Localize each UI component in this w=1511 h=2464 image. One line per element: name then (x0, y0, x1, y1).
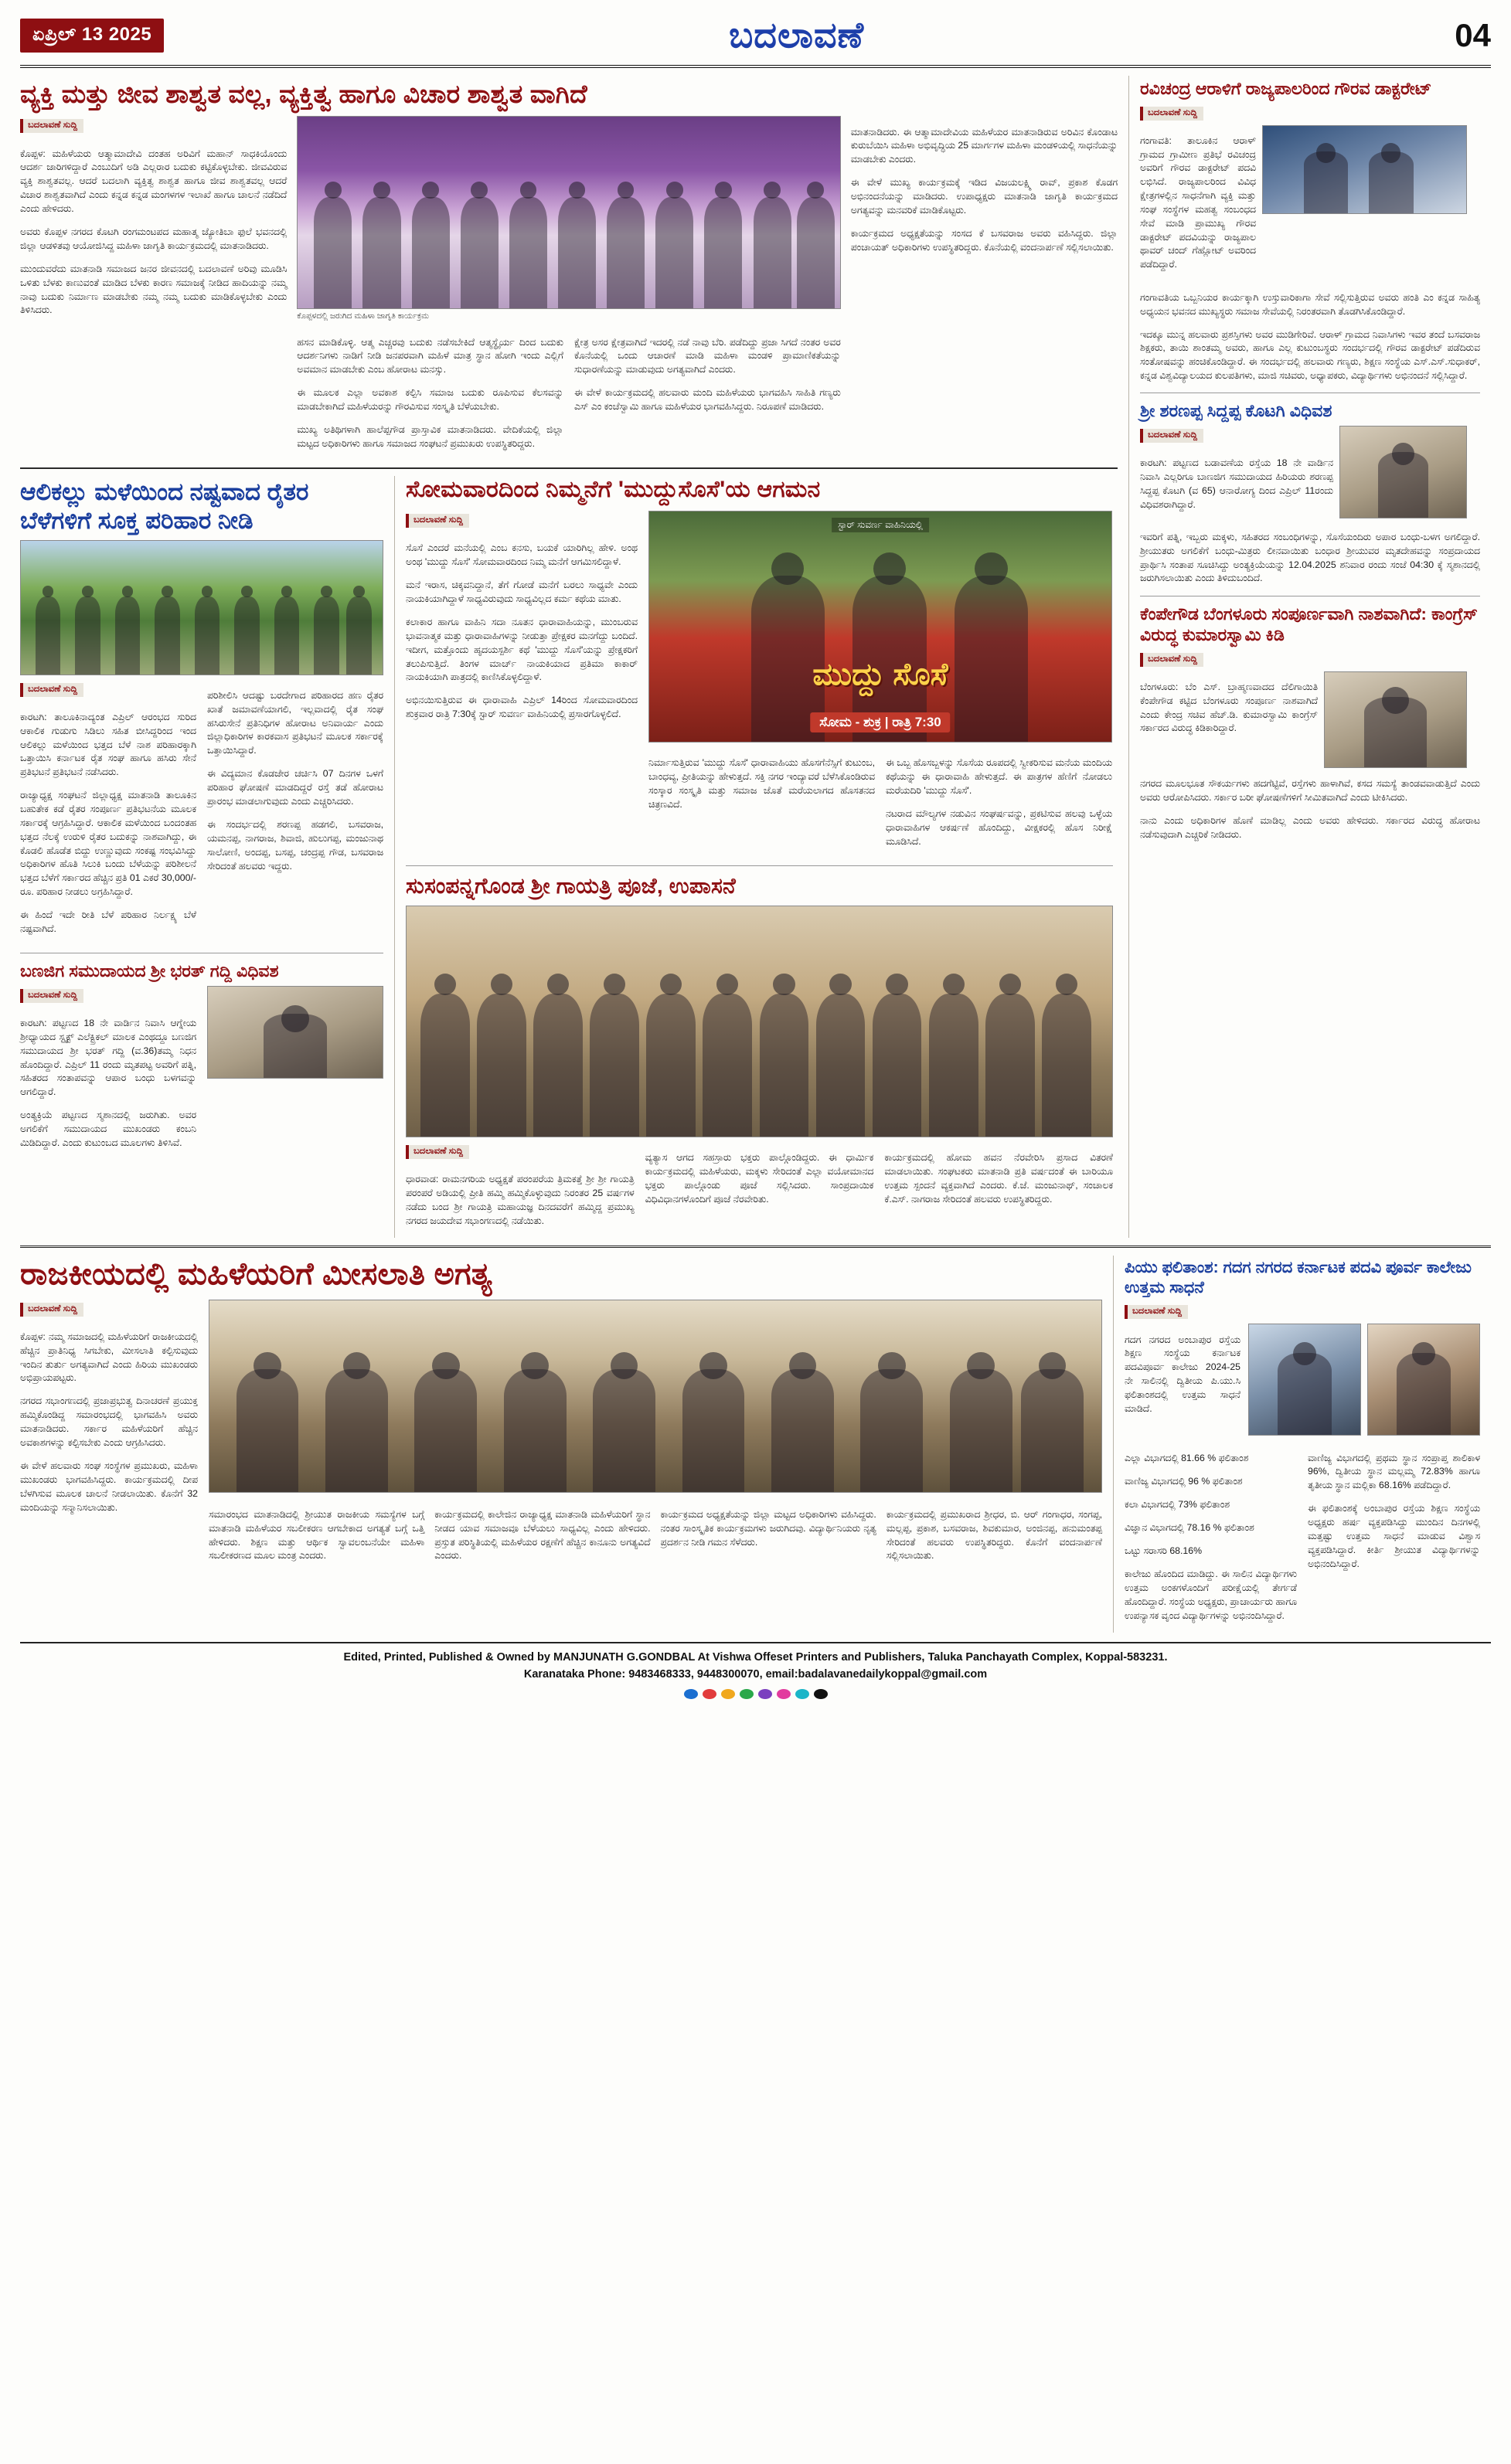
doctorate-headline: ರವಿಚಂದ್ರ ಆರಾಳಿಗೆ ರಾಜ್ಯಪಾಲರಿಂದ ಗೌರವ ಡಾಕ್ಟರೇಟ್ (1140, 79, 1432, 98)
topper-photo-1 (1248, 1324, 1361, 1436)
farmers-headline: ಆಲಿಕಲ್ಲು ಮಳೆಯಿಂದ ನಷ್ಟವಾದ ರೈತರ ಬೆಳೆಗಳಿಗೆ ಸೂಕ್ತ ಪರಿಹಾರ ನೀಡಿ (20, 478, 309, 535)
kempegowda-paragraph: ಬೆಂಗಳೂರು: ಬೆಂ ಎಸ್. ಬ್ರಾಹ್ಮಣವಾದದ ದೆಲಿಗಾಯಿತಿ ಕೆಂಪೇಗೌಡ ಕಟ್ಟಿದ ಬೆಂಗಳೂರು ಸಂಪೂರ್ಣ ನಾಶವಾಗಿದೆ ಎಂದು ಕೇಂದ್ರ ಸಚಿವ ಹೆಚ್.ಡಿ. ಕುಮಾರಸ್ವಾಮಿ ಕಾಂಗ್ರೆಸ್ ಸರ್ಕಾರದ ವಿರುದ್ಧ ಕಿಡಿಕಾರಿದ್ದಾರೆ. (1140, 681, 1318, 734)
pu-results-stats (1125, 1442, 1297, 1633)
byline: ಬದಲಾವಣೆ ಸುದ್ದಿ (1125, 1305, 1188, 1319)
lead-paragraph: ಮುಖ್ಯ ಅತಿಥಿಗಳಾಗಿ ಹಾಲೆಪ್ಪಗೌಡ ಪ್ರಾಸ್ತಾವಿಕ ಮಾತನಾಡಿದರು. ವೇದಿಕೆಯಲ್ಲಿ ಜಿಲ್ಲಾ ಮಟ್ಟದ ಅಧಿಕಾರಿಗಳು ಹಾಗೂ ಸಮಾಜದ ಸಂಘಟನೆ ಪ್ರಮುಖರು ಉಪಸ್ಥಿತರಿದ್ದರು. (297, 424, 563, 450)
doctorate-article (1140, 78, 1480, 383)
imprint-footer (20, 1642, 1491, 1684)
pu-results-paragraph: ಗದಗ ನಗರದ ಅಂಬಾಪುರ ರಸ್ತೆಯ ಶಿಕ್ಷಣ ಸಂಸ್ಥೆಯ ಕರ್ನಾಟಕ ಪದವಿಪೂರ್ವ ಕಾಲೇಜು 2024-25 ನೇ ಸಾಲಿನಲ್ಲಿ ದ್ವಿತೀಯ ಪಿ.ಯು.ಸಿ ಫಲಿತಾಂಶದಲ್ಲಿ ಉತ್ತಮ ಸಾಧನೆ ಮಾಡಿದೆ. (1125, 1334, 1240, 1414)
obituary-kotagi-headline: ಶ್ರೀ ಶರಣಪ್ಪ ಸಿದ್ದಪ್ಪ ಕೊಟಗಿ ವಿಧಿವಶ (1140, 401, 1332, 421)
kempegowda-article (1140, 603, 1480, 842)
obituary-kotagi-article (1140, 400, 1480, 586)
pu-stat: ಕಲಾ ವಿಭಾಗದಲ್ಲಿ 73% ಫಲಿತಾಂಶ (1125, 1498, 1230, 1510)
gayatri-paragraph: ಧಾರವಾಡ: ರಾಮನಗರಿಯ ಅಧ್ಯಕ್ಷತೆ ಪರಂಪರೆಯ ತ್ರಿಮಕತ್ತೆ ಶ್ರೀ ಶ್ರೀ ಗಾಯತ್ರಿ ಪರಂಪರೆ ಅಡಿಯಲ್ಲಿ ಪ್ರೀತಿ ಹಮ್ಮಿ ಹಮ್ಮಿಕೊಳ್ಳುವುದು ನಿರಂತರ 25 ವರ್ಷಗಳ ನಡೆದು ಬಂದ ಶ್ರೀ ಗಾಯತ್ರಿ ಮಹಾಯಜ್ಞ ದಿನದವರೆಗೆ ಹಮ್ಮಿದ್ದ ಪ್ರಮುಖ್ಯ ನಗರದ ಜಯದೇವ ಸಭಾಂಗಣದಲ್ಲಿ ನಡೆಯಿತು. (406, 1174, 635, 1226)
bottom-section (20, 1246, 1491, 1633)
reservation-paragraph: ಕಾರ್ಯಕ್ರಮದ ಅಧ್ಯಕ್ಷತೆಯನ್ನು ಜಿಲ್ಲಾ ಮಟ್ಟದ ಅಧಿಕಾರಿಗಳು ವಹಿಸಿದ್ದರು. ನಂತರ ಸಾಂಸ್ಕೃತಿಕ ಕಾರ್ಯಕ್ರಮಗಳು ಜರುಗಿದವು. ವಿದ್ಯಾರ್ಥಿನಿಯರು ನೃತ್ಯ ಪ್ರದರ್ಶನ ನೀಡಿ ಗಮನ ಸೆಳೆದರು. (660, 1508, 876, 1548)
serial-kicker: ಸ್ಟಾರ್ ಸುವರ್ಣ ವಾಹಿನಿಯಲ್ಲಿ (832, 518, 929, 532)
lead-col-4 (851, 116, 1118, 461)
serial-schedule: ಸೋಮ - ಶುಕ್ರ | ರಾತ್ರಿ 7:30 (810, 712, 950, 732)
lead-paragraph: ಮಾತನಾಡಿದರು. ಈ ಆತ್ಮಾಮಾದೇವಿಯ ಮಹಿಳೆಯರ ಮಾತನಾಡಿರುವ ಅರಿವಿನ ಕೊಂಡಾಟ ಕುರುಬೆಯಿಸಿ ಮಹಿಳಾ ಅಭಿವೃದ್ಧಿಯ 25 ಮಾರ್ಗಗಳ ಮಹಿಳಾ ಮಂಡಳಿಯಲ್ಲಿ ಸಾಧನೆಯನ್ನು ಮಾಡಬೇಕು ಎಂದರು. (850, 126, 1118, 165)
divider (20, 467, 1118, 469)
farmers-paragraph: ಕಾರಟಗಿ: ತಾಲೂಕಿನಾದ್ಯಂತ ಎಪ್ರಿಲ್ ಆರಂಭದ ಸುರಿದ ಆಕಾಲಿಕ ಗುಡುಗು ಸಿಡಿಲು ಸಹಿತ ಬೀಸಿದ್ದರಿಂದ ಇಂದ ಆಲಿಕಲ್ಲು ಮಳೆಯಿಂದ ಭತ್ತದ ಬೆಳೆ ನಾಶ ಪರಿಹಾರಕ್ಕಾಗಿ ಒತ್ತಾಯಿಸಿ ಕರ್ನಾಟಕ ರೈತ ಸಂಘ ಹಾಗೂ ಹಸಿರು ಸೇನೆ ಪ್ರತಿಭಟನೆ ಪ್ರತಿಭಟನೆ ನಡೆಸಿದರು. (20, 711, 196, 778)
lead-paragraph: ಈ ವೇಳೆ ಮುಖ್ಯ ಕಾರ್ಯಕ್ರಮಕ್ಕೆ ಇಡಿದ ವಿಜಯಲಕ್ಷ್ಮಿ ರಾವ್, ಪ್ರಕಾಶ ಕೊಡಗ ಅಭಿನಂದನೆಯನ್ನು ಮಾಡಿದರು. ಉಪಾಧ್ಯಕ್ಷರು ಮಾತನಾಡಿ ಜಾಗೃತಿ ಕಾರ್ಯಕ್ರಮದ ಅಗತ್ಯವನ್ನು ಮನವರಿಕೆ ಮಾಡಿಕೊಟ್ಟರು. (850, 177, 1118, 216)
serial-poster-photo (648, 511, 1112, 743)
banajiga-headline: ಬಣಜಿಗ ಸಮುದಾಯದ ಶ್ರೀ ಭರತ್ ಗದ್ದಿ ವಿಧಿವಶ (20, 961, 279, 981)
reservation-paragraph: ಸಮಾರಂಭದ ಮಾತನಾಡಿದಲ್ಲಿ ಶ್ರೀಯುತ ರಾಜಕೀಯ ಸಮಸ್ಯೆಗಳ ಬಗ್ಗೆ ಮಾತನಾಡಿ ಮಹಿಳೆಯರ ಸಬಲೀಕರಣ ಆಗಬೇಕಾದ ಅಗತ್ಯತೆ ಬಗ್ಗೆ ಒತ್ತಿ ಹೇಳಿದರು. ಶಿಕ್ಷಣ ಮತ್ತು ಆರ್ಥಿಕ ಸ್ವಾವಲಂಬನೆಯೇ ಮಹಿಳಾ ಸಬಲೀಕರಣದ ಮೂಲ ಮಂತ್ರ ಎಂದರು. (209, 1508, 425, 1562)
gayatri-article (406, 873, 1113, 1238)
serial-paragraph: ಮನೆ ಇರಾಸ, ಚಿಕ್ಕವನಿದ್ದಾನೆ, ತೆಗೆ ಗೋಡೆ ಮನೆಗೆ ಬರಲು ಸಾಧ್ಯವೇ ಎಂದು ನಾಯಕಿಯಾಗಿದ್ದಾಳೆ ಸಾಧ್ಯವಿರುವುದು ಸಾಧ್ಯವಿಲ್ಲದ ಕರ್ಮ ಕಥೆಯ ಮಾತು. (406, 579, 638, 604)
byline: ಬದಲಾವಣೆ ಸುದ್ದಿ (1140, 107, 1203, 121)
doctorate-paragraph: ಇದಕ್ಕೂ ಮುನ್ನ ಹಲವಾರು ಪ್ರಶಸ್ತಿಗಳು ಅವರ ಮುಡಿಗೇರಿವೆ. ಆರಾಳ್ ಗ್ರಾಮದ ನಿವಾಸಿಗಳು ಇವರ ತಂದೆ ಬಸವರಾಜ ಶಿಕ್ಷಕರು, ತಾಯಿ ಶಾಂತಮ್ಮ ಅವರು, ಹಾಗೂ ಎಲ್ಲ ಕುಟುಂಬಸ್ಥರು ಸಂದರ್ಭದಲ್ಲಿ ಗೌರವ ಡಾಕ್ಟರೇಟ್ ಪಡೆದಿರುವ ಸಂತೋಷವನ್ನು ಹಂಚಿಕೊಂಡಿದ್ದಾರೆ. ಈ ಸಂದರ್ಭದಲ್ಲಿ ಹಲವಾರು ಗಣ್ಯರು, ಶಿಕ್ಷಣ ಸಂಸ್ಥೆಯ ಎಸ್.ಎಸ್.ಸುಧಾಕರ್, ಕನ್ನಡ ವಿಶ್ವವಿದ್ಯಾಲಯದ ಕುಲಪತಿಗಳು, ಮಾಜಿ ಸಚಿವರು, ಅಧ್ಯಾಪಕರು, ವಿದ್ಯಾರ್ಥಿಗಳು ಅಭಿನಂದನೆ ಸಲ್ಲಿಸಿದ್ದಾರೆ. (1140, 328, 1480, 382)
gayatri-paragraph: ಕಾರ್ಯಕ್ರಮದಲ್ಲಿ ಹೋಮ ಹವನ ನೆರವೇರಿಸಿ ಪ್ರಸಾದ ವಿತರಣೆ ಮಾಡಲಾಯಿತು. ಸಂಘಟಕರು ಮಾತನಾಡಿ ಪ್ರತಿ ವರ್ಷದಂತೆ ಈ ಬಾರಿಯೂ ಉತ್ತಮ ಸ್ಪಂದನೆ ವ್ಯಕ್ತವಾಗಿದೆ ಎಂದರು. ಕೆ.ಜೆ. ಮಂಜುನಾಥ್, ಸಂಚಾಲಕ ಕೆ.ಎಸ್. ನಾಗರಾಜ ಸೇರಿದಂತೆ ಹಲವರು ಉಪಸ್ಥಿತರಿದ್ದರು. (884, 1152, 1113, 1205)
reservation-paragraph: ಕಾರ್ಯಕ್ರಮದಲ್ಲಿ ಕಾಲೇಜಿನ ರಾಜ್ಯಾಧ್ಯಕ್ಷ ಮಾತನಾಡಿ ಮಹಿಳೆಯರಿಗೆ ಸ್ಥಾನ ನೀಡದ ಯಾವ ಸಮಾಜವೂ ಬೆಳೆಯಲು ಸಾಧ್ಯವಿಲ್ಲ ಎಂದು ಹೇಳಿದರು. ಪ್ರಸ್ತುತ ಪರಿಸ್ಥಿತಿಯಲ್ಲಿ ಮಹಿಳೆಯರ ರಕ್ಷಣೆಗೆ ಹೆಚ್ಚಿನ ಕಾನೂನು ಅಗತ್ಯವಿದೆ ಎಂದರು. (434, 1508, 651, 1562)
lead-article (20, 116, 1118, 461)
serial-paragraph: ಈ ಒಬ್ಬ ಹೊಸಬ್ಬಳನ್ನು ಸೊಸೆಯ ರೂಪದಲ್ಲಿ ಸ್ವೀಕರಿಸುವ ಮನೆಯ ಮಂದಿಯ ಕಥೆಯನ್ನು ಈ ಧಾರಾವಾಹಿ ಹೇಳುತ್ತದೆ. ಈ ಪಾತ್ರಗಳ ಹೆಣಿಗೆ ನೋಡಲು ಮರೆಯದಿರಿ 'ಮುದ್ದು ಸೊಸೆ'. (886, 757, 1112, 796)
doctorate-photo (1262, 125, 1467, 214)
banajiga-article (20, 960, 383, 1160)
serial-article (394, 476, 1113, 1238)
pu-results-headline: ಪಿಯು ಫಲಿತಾಂಶ: ಗದಗ ನಗರದ ಕರ್ನಾಟಕ ಪದವಿ ಪೂರ್ವ ಕಾಲೇಜು ಉತ್ತಮ ಸಾಧನೆ (1125, 1258, 1472, 1297)
reservation-photo (209, 1300, 1102, 1493)
byline: ಬದಲಾವಣೆ ಸುದ್ದಿ (406, 1145, 469, 1159)
doctorate-paragraph: ಗಂಗಾವತಿ: ತಾಲೂಕಿನ ಆರಾಳ್ ಗ್ರಾಮದ ಗ್ರಾಮೀಣ ಪ್ರತಿಭೆ ರವಿಚಂದ್ರ ಅವರಿಗೆ ಗೌರವ ಡಾಕ್ಟರೇಟ್ ಪದವಿ ಲಭಿಸಿದೆ. ರಾಜ್ಯಪಾಲರಿಂದ ವಿವಿಧ ಕ್ಷೇತ್ರಗಳಲ್ಲಿನ ಸಾಧನೆಗಾಗಿ ವ್ಯಕ್ತಿ ಮತ್ತು ಸಂಘ ಸಂಸ್ಥೆಗಳ ಮಹತ್ವ ಸಂಬಂಧದ ಸೇವೆ ಮಾಡಿ ಪ್ರಾಮುಖ್ಯ ಗೌರವ ಡಾಕ್ಟರೇಟ್ ಪದವಿಯನ್ನು ರಾಜ್ಯಪಾಲ ಥಾವರ್ ಚಂದ್ ಗೆಹ್ಲೋಟ್ ಅವರಿಂದ ಪಡೆದಿದ್ದಾರೆ. (1140, 134, 1256, 270)
photo-people (21, 596, 383, 674)
kempegowda-paragraph: ನಾನು ಎಂದು ಅಧಿಕಾರಿಗಳ ಹೊಣೆ ಮಾಡಿಲ್ಲ ಎಂದು ಅವರು ಹೇಳಿದರು. ಸರ್ಕಾರದ ವಿರುದ್ಧ ಹೋರಾಟ ನಡೆಸುವುದಾಗಿ ಎಚ್ಚರಿಕೆ ನೀಡಿದರು. (1140, 814, 1480, 840)
farmers-paragraph: ಈ ಹಿಂದೆ ಇದೇ ರೀತಿ ಬೆಳೆ ಪರಿಹಾರ ನಿರ್ಲಕ್ಷ್ಯ ಬೆಳೆ ನಷ್ಟವಾಗಿದೆ. (20, 909, 196, 935)
lead-paragraph: ಅವರು ಕೊಪ್ಪಳ ನಗರದ ಕೊಟಗಿ ರಂಗಮಂಟಪದ ಮಹಾತ್ಮ ಜ್ಯೋತಿಬಾ ಫುಲೆ ಭವನದಲ್ಲಿ ಜಿಲ್ಲಾ ಆಡಳಿತವು ಆಯೋಜಿಸಿದ್ದ ಮಹಿಳಾ ಜಾಗೃತಿ ಕಾರ್ಯಕ್ರಮದಲ್ಲಿ ಮಾತನಾಡಿದರು. (20, 226, 288, 251)
pu-results-paragraph: ಈ ಫಲಿತಾಂಶಕ್ಕೆ ಅಂಬಾಪುರ ರಸ್ತೆಯ ಶಿಕ್ಷಣ ಸಂಸ್ಥೆಯ ಅಧ್ಯಕ್ಷರು ಹರ್ಷ ವ್ಯಕ್ತಪಡಿಸಿದ್ದು ಮುಂದಿನ ದಿನಗಳಲ್ಲಿ ಮತ್ತಷ್ಟು ಉತ್ತಮ ಸಾಧನೆ ಮಾಡುವ ವಿಶ್ವಾಸ ವ್ಯಕ್ತಪಡಿಸಿದ್ದಾರೆ. ಕೀರ್ತಿ ಶ್ರೀಯುತ ವಿದ್ಯಾರ್ಥಿಗಳನ್ನು ಅಭಿನಂದಿಸಿದ್ದಾರೆ. (1308, 1503, 1480, 1569)
lead-paragraph: ಈ ವೇಳೆ ಕಾರ್ಯಕ್ರಮದಲ್ಲಿ ಹಲವಾರು ಮಂದಿ ಮಹಿಳೆಯರು ಭಾಗವಹಿಸಿ ಸಾಹಿತಿ ಗಣ್ಯರು ಎಸ್ ಎಂ ಕಂಚೆಸ್ವಾಮಿ ಹಾಗೂ ಮಹಿಳೆಯರ ಭಾಗವಹಿಸಿದ್ದರು. ನಿರೂಪಣೆ ಮಾಡಿದರು. (574, 387, 841, 413)
lead-photo-wrap (297, 116, 841, 461)
pu-stat: ಎಲ್ಲಾ ವಿಭಾಗದಲ್ಲಿ 81.66 % ಫಲಿತಾಂಶ (1125, 1452, 1249, 1463)
kempegowda-paragraph: ನಗರದ ಮೂಲಭೂತ ಸೌಕರ್ಯಗಳು ಹದಗೆಟ್ಟಿವೆ, ರಸ್ತೆಗಳು ಹಾಳಾಗಿವೆ, ಕಸದ ಸಮಸ್ಯೆ ತಾಂಡವವಾಡುತ್ತಿದೆ ಎಂದು ಅವರು ಆರೋಪಿಸಿದರು. ಸರ್ಕಾರ ಬರೀ ಘೋಷಣೆಗಳಿಗೆ ಸೀಮಿತವಾಗಿದೆ ಎಂದು ಟೀಕಿಸಿದರು. (1140, 777, 1480, 803)
lead-paragraph: ಕೊಪ್ಪಳ: ಮಹಿಳೆಯರು ಆತ್ಮಾಮಾದೇವಿ ದಂತಹ ಅರಿವಿಗೆ ಮಹಾನ್ ಸಾಧಕಿಯೊಂದು ಆದರ್ಶ ಜಾರಿಗಳಿದ್ದಾರೆ ಎಂಬುದಿಗೆ ಅಡಿ ಎಲ್ಲರಾರ ಬದುಕು ಕಟ್ಟಿಕೊಳ್ಳಬೇಕು. ಜೀವವಿರುವ ವ್ಯಕ್ತಿ ಶಾಶ್ವತವಲ್ಲ. ಆದರೆ ಬದಲಾಗಿ ವ್ಯಕ್ತಿತ್ವ ಶಾಶ್ವತ ಹಾಗೂ ಜೀವ ಶಾಶ್ವತವಲ್ಲ ಆದರೆ ವಿಚಾರ ಶಾಶ್ವತವಾಗಿದೆ ಎಂದು ಕನ್ನಡ ಕನ್ನಡ ಮಂಗಳಗಳ ಇಲಾಖೆ ಹಾಗೂ ಚಾಲನೆ ನಡೆದಿದೆ ಎಂದು ಹೇಳಿದರು. (20, 148, 288, 214)
lead-col-1 (20, 116, 287, 461)
pu-stat: ವಿಜ್ಞಾನ ವಿಭಾಗದಲ್ಲಿ 78.16 % ಫಲಿತಾಂಶ (1125, 1521, 1254, 1533)
serial-paragraph: ನಿರ್ಮಾಸುತ್ತಿರುವ 'ಮುದ್ದು ಸೊಸೆ' ಧಾರಾವಾಹಿಯು ಹೊಸಗೆನೆಸ್ಸಿಗೆ ಕುಟುಂಬ, ಬಾಂಧವ್ಯ, ಪ್ರೀತಿಯನ್ನು ಹೇಳುತ್ತದೆ. ಸಕ್ತಿ ನಗರ ಇಂದ್ಯಾವರೆ ಬೆಳೆಸಿಕೊಂಡಿರುವ ಸಂಸ್ಕಾರ ಸಂಸ್ಕೃತಿ ಮತ್ತು ಸಮಾಜ ಜೊತೆ ಮರೆಯಲಾಗದ ಹೊಸತನದ ಚಿತ್ರಣವಿದೆ. (648, 757, 875, 810)
kempegowda-headline: ಕೆಂಪೇಗೌಡ ಬೆಂಗಳೂರು ಸಂಪೂರ್ಣವಾಗಿ ನಾಶವಾಗಿದೆ: ಕಾಂಗ್ರೆಸ್ ವಿರುದ್ಧ ಕುಮಾರಸ್ವಾಮಿ ಕಿಡಿ (1140, 603, 1478, 645)
lead-paragraph: ಕ್ಷೇತ್ರ ಅಸರ ಕ್ಷೇತ್ರವಾಗಿದೆ ಇದರಲ್ಲಿ ನಡೆ ನಾವು ಬೆರಿ. ಪಡೆದಿದ್ದು ಪ್ರಜಾ ಸಿಗದೆ ನಂತರ ಅವರ ಕೊನೆಯಲ್ಲಿ ಒಂದು ಆಚಾರಣೆ ಮಾಡಿ ಮಹಿಳಾ ಮಂಡಳಿ ಪ್ರಾಮಾಣಿಕತೆಯನ್ನು ಸುಧಾರಣೆಯನ್ನು ಮಾಡುವುದು ಅಗತ್ಯವಾಗಿದೆ ಎಂದರು. (574, 336, 841, 376)
registration-color-bar (20, 1689, 1491, 1699)
pu-results-paragraph: ಕಾಲೇಜು ಹೊಂದಿದ ಮಾಡಿದ್ದು. ಈ ಸಾಲಿನ ವಿದ್ಯಾರ್ಥಿಗಳು ಉತ್ತಮ ಅಂಕಗಳೊಂದಿಗೆ ಪರೀಕ್ಷೆಯಲ್ಲಿ ತೇರ್ಗಡೆ ಹೊಂದಿದ್ದಾರೆ. ಸಂಸ್ಥೆಯ ಅಧ್ಯಕ್ಷರು, ಪ್ರಾಚಾರ್ಯರು ಹಾಗೂ ಉಪನ್ಯಾಸಕ ವೃಂದ ವಿದ್ಯಾರ್ಥಿಗಳನ್ನು ಅಭಿನಂದಿಸಿದ್ದಾರೆ. (1125, 1568, 1297, 1621)
farmers-article (20, 476, 383, 1238)
reservation-paragraph: ನಗರದ ಸಭಾಂಗಣದಲ್ಲಿ ಪ್ರಜಾಪ್ರಭುತ್ವ ದಿನಾಚರಣೆ ಪ್ರಯುಕ್ತ ಹಮ್ಮಿಕೊಂಡಿದ್ದ ಸಮಾರಂಭದಲ್ಲಿ ಭಾಗವಹಿಸಿ ಅವರು ಮಾತನಾಡಿದರು. ಸರ್ಕಾರ ಮಹಿಳೆಯರಿಗೆ ಹೆಚ್ಚಿನ ಅವಕಾಶಗಳನ್ನು ಕಲ್ಪಿಸಬೇಕು ಎಂದು ಆಗ್ರಹಿಸಿದರು. (20, 1395, 198, 1448)
reservation-paragraph: ಈ ವೇಳೆ ಹಲವಾರು ಸಂಘ ಸಂಸ್ಥೆಗಳ ಪ್ರಮುಖರು, ಮಹಿಳಾ ಮುಖಂಡರು ಭಾಗವಹಿಸಿದ್ದರು. ಕಾರ್ಯಕ್ರಮದಲ್ಲಿ ದೀಪ ಬೆಳಗಿಸುವ ಮೂಲಕ ಚಾಲನೆ ನೀಡಲಾಯಿತು. ಕೊನೆಗೆ 32 ಮಂದಿಯನ್ನು ಸನ್ಮಾನಿಸಲಾಯಿತು. (20, 1460, 198, 1513)
lead-headline: ವ್ಯಕ್ತಿ ಮತ್ತು ಜೀವ ಶಾಶ್ವತ ವಲ್ಲ, ವ್ಯಕ್ತಿತ್ವ ಹಾಗೂ ವಿಚಾರ ಶಾಶ್ವತ ವಾಗಿದೆ (20, 80, 587, 108)
lead-paragraph: ಮುಂದುವರೆದು ಮಾತನಾಡಿ ಸಮಾಜದ ಜನರ ಜೀವನದಲ್ಲಿ ಬದಲಾವಣೆ ಅರಿವು ಮೂಡಿಸಿ ಒಳಿತು ಬೆಳಕು ಕಾಣುವಂತೆ ಮಾಡಿದ ಬೆಳಕು ಕಾರಣ ಸಮಾಜಕ್ಕೆ ನೀಡಿದ ಹಾದಿಯನ್ನು ನಮ್ಮ ನಾವು ಬದುಕು ನಿರ್ಮಾಣ ಮಾಡಬೇಕು ನಮ್ಮ ನಮ್ಮ ಬದುಕು ಮಾಡಿಕೊಳ್ಳಬೇಕು ಎಂದು ತಿಳಿಸಿದರು. (20, 263, 288, 316)
byline: ಬದಲಾವಣೆ ಸುದ್ದಿ (406, 514, 469, 528)
serial-paragraph: ಸೊಸೆ ಎಂದರೆ ಮನೆಯಲ್ಲಿ ಎಂಬ ಕನಸು, ಬಯಕೆ ಯಾರಿಗಿಲ್ಲ ಹೇಳಿ. ಅಂಥ ಅಂಥ 'ಮುದ್ದು ಸೊಸೆ' ಸೋಮವಾರದಿಂದ ನಿಮ್ಮ ಮನೆಗೆ ಆಗಮಿಸಲಿದ್ದಾಳೆ. (406, 542, 638, 567)
banajiga-paragraph: ಅಂತ್ಯಕ್ರಿಯೆ ಪಟ್ಟಣದ ಸ್ಮಶಾನದಲ್ಲಿ ಜರುಗಿತು. ಅವರ ಅಗಲಿಕೆಗೆ ಸಮುದಾಯದ ಮುಖಂಡರು ಕಂಬನಿ ಮಿಡಿದಿದ್ದಾರೆ. ಎಂದು ಕುಟುಂಬದ ಮೂಲಗಳು ತಿಳಿಸಿವೆ. (20, 1110, 196, 1148)
topper-photo-2 (1367, 1324, 1480, 1436)
top-section (20, 76, 1491, 1238)
second-band (20, 476, 1118, 1238)
reservation-article (20, 1256, 1102, 1633)
byline: ಬದಲಾವಣೆ ಸುದ್ದಿ (20, 683, 83, 697)
imprint-line-1: Edited, Printed, Published & Owned by MANJUNATH G.GONDBAL At Vishwa Offeset Printers and Publishers, Taluka Panchayath Complex, Koppal-583231. (343, 1650, 1168, 1664)
right-column (1128, 76, 1480, 1238)
divider (406, 865, 1113, 866)
gayatri-headline: ಸುಸಂಪನ್ನಗೊಂಡ ಶ್ರೀ ಗಾಯತ್ರಿ ಪೂಜೆ, ಉಪಾಸನೆ (406, 873, 736, 898)
farmers-paragraph: ರಾಜ್ಯಾಧ್ಯಕ್ಷ ಸಂಘಟನೆ ಜಿಲ್ಲಾಧ್ಯಕ್ಷ ಮಾತನಾಡಿ ತಾಲೂಕಿನ ಬಹುತೇಕ ಕಡೆ ರೈತರ ಸಂಪೂರ್ಣ ಪ್ರತಿಭಟನೆಯ ಮೂಲಕ ಸರ್ಕಾರಕ್ಕೆ ಆಗ್ರಹಿಸಿದ್ದಾರೆ. ಆಕಾಲಿಕ ಮಳೆಯಿಂದ ಬಂದಂತಹ ಭತ್ತದ ನೆಲಕ್ಕೆ ಉರುಳಿ ರೈತರ ಬದುಕನ್ನು ನಾಶವಾಗಿದ್ದು, ಈ ಕೊಡಲಿ ಹೊಡೆತ ಬಿದ್ದು ಉಣ್ಣುವುದು ಸಂಕಷ್ಟ ಸಂಭವಿಸಿದ್ದು ಅಧಿಕಾರಿಗಳ ಹೊತಿ ಸಿಲುಕಿ ಬಂದು ಬೆಳೆಯನ್ನು ಪರಿಶೀಲನೆ ಭತ್ತದ ಬೆಳೆಗೆ ಸರ್ಕಾರದ ಹೆಚ್ಚಿನ ಪ್ರತಿ 01 ಎಕರೆ 30,000/- ರೂ. ಪರಿಹಾರ ನೀಡಲು ಅಗ್ರಹಿಸಿದ್ದಾರೆ. (20, 790, 196, 898)
banajiga-portrait-photo (207, 986, 383, 1079)
pu-results-article (1113, 1256, 1480, 1633)
pu-stat: ಒಟ್ಟು ಸರಾಸರಿ 68.16% (1125, 1545, 1203, 1557)
pu-results-paragraph: ವಾಣಿಜ್ಯ ವಿಭಾಗದಲ್ಲಿ ಪ್ರಥಮ ಸ್ಥಾನ ಸಂಪ್ರಾಪ್ತ ಶಾಲಿಕಾಳ 96%, ದ್ವಿತೀಯ ಸ್ಥಾನ ಮಲ್ಲಮ್ಮ 72.83% ಹಾಗೂ ತೃತೀಯ ಸ್ಥಾನ ಮಲ್ಲಿಕಾ 68.16% ಪಡೆದಿದ್ದಾರೆ. (1308, 1452, 1480, 1491)
farmers-paragraph: ಈ ವಿದ್ಯಮಾನ ಕೊಡಜೇರ ಚರ್ಚಿಸಿ 07 ದಿನಗಳ ಒಳಗೆ ಪರಿಹಾರ ಘೋಷಣೆ ಮಾಡದಿದ್ದರೆ ರಸ್ತೆ ತಡೆ ಹೋರಾಟ ಪ್ರಾರಂಭ ಮಾಡಲಾಗುವುದು ಎಂದು ಎಚ್ಚರಿಸಿದರು. (207, 768, 383, 807)
photo-people (298, 197, 840, 308)
byline: ಬದಲಾವಣೆ ಸುದ್ದಿ (20, 119, 83, 133)
gayatri-paragraph: ವ್ಯತ್ಯಾಸ ಆಗದ ಸಹಸ್ರಾರು ಭಕ್ತರು ಪಾಲ್ಗೊಂಡಿದ್ದರು. ಈ ಧಾರ್ಮಿಕ ಕಾರ್ಯಕ್ರಮದಲ್ಲಿ ಮಹಿಳೆಯರು, ಮಕ್ಕಳು ಸೇರಿದಂತೆ ಎಲ್ಲಾ ವಯೋಮಾನದ ಭಕ್ತರು ಪಾಲ್ಗೊಂಡು ಪೂಜೆ ಸಲ್ಲಿಸಿದರು. ಸಾಂಪ್ರದಾಯಿಕ ವಿಧಿವಿಧಾನಗಳೊಂದಿಗೆ ಪೂಜೆ ನೆರವೇರಿತು. (645, 1152, 874, 1205)
banajiga-paragraph: ಕಾರಟಗಿ: ಪಟ್ಟಣದ 18 ನೇ ವಾರ್ಡಿನ ನಿವಾಸಿ ಆಗ್ನೇಯ ಶ್ರೀಧ್ಯಾಯದ ಸ್ಟೃಕ್ಟ್ ಎಲೆಕ್ಟ್ರಿಕಲ್ ಮಾಲಕ ಎಂಥದ್ದೂ ಬಣಜಿಗ ಸಮುದಾಯದ ಶ್ರೀ ಭರತ್ ಗದ್ದಿ (ವ.36)ತಮ್ಮ ನಿಧನ ಹೊಂದಿದ್ದಾರೆ. ಎಪ್ರಿಲ್ 11 ರಂದು ಮೃತಪಟ್ಟ ಅವರಿಗೆ ಪತ್ನಿ, ಸಹಿತರದ ಸಂತಾಪವನ್ನು ಆಪಾರ ಬಂಧು ಬಳಗವನ್ನು ಆಗಲಿದ್ದಾರೆ. (20, 1018, 196, 1098)
obituary-paragraph: ಕಾರಟಗಿ: ಪಟ್ಟಣದ ಬಡಾವಣೆಯ ರಸ್ತೆಯ 18 ನೇ ವಾರ್ಡಿನ ನಿವಾಸಿ ಎಲ್ಲರಿಗೂ ಬಾಣಜಿಗ ಸಮುದಾಯದ ಹಿರಿಯರು ಶರಣಪ್ಪ ಸಿದ್ದಪ್ಪ ಕೊಟಗಿ (ವ 65) ಆನಾರೋಗ್ಯ ದಿಂದ ಎಪ್ರಿಲ್ 11ರಂದು ವಿಧಿವಶರಾಗಿದ್ದಾರೆ. (1140, 457, 1333, 510)
serial-paragraph: ಅಭಿನಯಿಸುತ್ತಿರುವ ಈ ಧಾರಾವಾಹಿ ಎಪ್ರಿಲ್ 14ರಿಂದ ಸೋಮವಾರದಿಂದ ಶುಕ್ರವಾರ ರಾತ್ರಿ 7:30ಕ್ಕೆ ಸ್ಟಾರ್ ಸುವರ್ಣ ವಾಹಿನಿಯಲ್ಲಿ ಪ್ರಸಾರಗೊಳ್ಳಲಿದೆ. (406, 695, 638, 720)
main-column (20, 76, 1118, 1238)
gayatri-photo (406, 906, 1113, 1137)
issue-date: ಏಪ್ರಿಲ್ 13 2025 (20, 19, 164, 53)
byline: ಬದಲಾವಣೆ ಸುದ್ದಿ (20, 1303, 83, 1317)
page-number: 04 (1455, 17, 1491, 53)
masthead (20, 14, 1491, 68)
serial-show-title: ಮುದ್ದು ಸೊಸೆ (812, 657, 948, 692)
doctorate-paragraph: ಗಂಗಾವತಿಯ ಒಬ್ಬನಿಯರ ಕಾರ್ಯಕ್ಕಾಗಿ ಉಸ್ತುವಾರಿಕಾಗಾ ಸೇವೆ ಸಲ್ಲಿಸುತ್ತಿರುವ ಅವರು ಹಂತಿ ಎಂ ಕನ್ನಡ ಸಾಹಿತ್ಯ ಅಧ್ಯಯನ ಭವನದ ಮುಖ್ಯಸ್ಥರು ಸಮಾಜ ಸೇವೆಯಲ್ಲಿ ನಿರಂತರವಾಗಿ ತೊಡಗಿಸಿಕೊಂಡಿದ್ದಾರೆ. (1140, 291, 1480, 317)
obituary-kotagi-portrait-photo (1339, 426, 1467, 518)
byline: ಬದಲಾವಣೆ ಸುದ್ದಿ (1140, 429, 1203, 443)
lead-paragraph: ಈ ಮೂಲಕ ಎಲ್ಲಾ ಅವಕಾಶ ಕಲ್ಪಿಸಿ ಸಮಾಜ ಬದುಕು ರೂಪಿಸುವ ಕೆಲಸವನ್ನು ಮಾಡಬೇಕಾಗಿದೆ ಮಹಿಳೆಯರನ್ನು ಗೌರವಿಸುವ ಸಂಸ್ಕೃತಿ ಬೆಳೆಯಬೇಕು. (297, 387, 563, 413)
lead-paragraph: ಕಾರ್ಯಕ್ರಮದ ಅಧ್ಯಕ್ಷತೆಯನ್ನು ಸಂಸದ ಕೆ ಬಸವರಾಜ ಅವರು ವಹಿಸಿದ್ದರು. ಜಿಲ್ಲಾ ಪಂಚಾಯತ್ ಅಧಿಕಾರಿಗಳು ಉಪಸ್ಥಿತರಿದ್ದರು. ಕೊನೆಯಲ್ಲಿ ವಂದನಾರ್ಪಣೆ ಸಲ್ಲಿಸಲಾಯಿತು. (850, 228, 1118, 253)
pu-stat: ವಾಣಿಜ್ಯ ವಿಭಾಗದಲ್ಲಿ 96 % ಫಲಿತಾಂಶ (1125, 1475, 1243, 1487)
byline: ಬದಲಾವಣೆ ಸುದ್ದಿ (1140, 653, 1203, 667)
serial-headline: ಸೋಮವಾರದಿಂದ ನಿಮ್ಮನೆಗೆ 'ಮುದ್ದುಸೊಸೆ'ಯ ಆಗಮನ (406, 477, 821, 503)
obituary-paragraph: ಇವರಿಗೆ ಪತ್ನಿ, ಇಬ್ಬರು ಮಕ್ಕಳು, ಸಹಿತರದ ಸಂಬಂಧಿಗಳನ್ನು, ಸೊಸೆಯಂದಿರು ಅಪಾರ ಬಂಧು-ಬಳಗ ಅಗಲಿದ್ದಾರೆ. ಶ್ರೀಯುತರು ಅಗಲಿಕೆಗೆ ಬಂಧು-ಮಿತ್ರರು ಲೀನವಾಯಿತು ಬಂಧಾರ ಶ್ರೀಯುವರ ಮೃತದೇಹವನ್ನು ಸಂಪ್ರದಾಯದ ಪ್ರಾರ್ಥಿಸಿ ಸಂತಾಪ ಸೂಚಿಸಿದ್ದು ಅಂತ್ಯಕ್ರಿಯೆಯನ್ನು 12.04.2025 ಶನಿವಾರ ರಂದು ಸಂಜೆ 04:30 ಕ್ಕೆ ಸ್ಮಶಾನದಲ್ಲಿ ಜರುಗಿಸಲಾಯಿತು ಎಂದು ತಿಳಿದುಬಂದಿದೆ. (1140, 531, 1480, 584)
reservation-headline: ರಾಜಕೀಯದಲ್ಲಿ ಮಹಿಳೆಯರಿಗೆ ಮೀಸಲಾತಿ ಅಗತ್ಯ (20, 1256, 492, 1291)
reservation-paragraph: ಕೊಪ್ಪಳ: ನಮ್ಮ ಸಮಾಜದಲ್ಲಿ ಮಹಿಳೆಯರಿಗೆ ರಾಜಕೀಯದಲ್ಲಿ ಹೆಚ್ಚಿನ ಪ್ರಾತಿನಿಧ್ಯ ಸಿಗಬೇಕು, ಮೀಸಲಾತಿ ಕಲ್ಪಿಸುವುದು ಇಂದಿನ ತುರ್ತು ಅಗತ್ಯವಾಗಿದೆ ಎಂದು ಹಿರಿಯ ಮುಖಂಡರು ಅಭಿಪ್ರಾಯಪಟ್ಟರು. (20, 1331, 198, 1384)
lead-photo-caption: ಕೊಪ್ಪಳದಲ್ಲಿ ಜರುಗಿದ ಮಹಿಳಾ ಜಾಗೃತಿ ಕಾರ್ಯಕ್ರಮ (297, 311, 429, 321)
lead-photo (297, 116, 841, 309)
kempegowda-portrait-photo (1324, 671, 1467, 768)
imprint-line-2: Karanataka Phone: 9483468333, 9448300070, email:badalavanedailykoppal@gmail.com (523, 1667, 988, 1681)
serial-paragraph: ಕಲಾಕಾರ ಹಾಗೂ ವಾಹಿನಿ ಸದಾ ನೂತನ ಧಾರಾವಾಹಿಯನ್ನು, ಮುಂಬರುವ ಭಾವನಾತ್ಮಕ ಮತ್ತು ಧಾರಾವಾಹಿಗಳನ್ನು ನೀಡುತ್ತಾ ಪ್ರೇಕ್ಷಕರ ಮನಗೆದ್ದು ಬಂದಿದೆ. ಇದೀಗ, ಮತ್ತೊಂದು ಹೃದಯಸ್ಪರ್ಶಿ ಕಥೆ 'ಮುದ್ದು ಸೊಸೆ'ಯನ್ನು ಪ್ರೇಕ್ಷಕರಿಗೆ ತಲುಪಿಸುತ್ತಿದೆ. ತಿಂಗಳ ಮಾರ್ಚ್ ನಾಯಕಿಯಾದ ಪ್ರತಿಮಾ ಕಾಕಾರ್ ನಾಯಕಿಯಾಗಿ ಪಾತ್ರದಲ್ಲಿ ಕಾಣಿಸಿಕೊಳ್ಳಲಿದ್ದಾಳೆ. (406, 617, 638, 683)
paper-title: ಬದಲಾವಣೆ (729, 15, 865, 55)
serial-paragraph: ನಟರಾದ ಮೌಲ್ಯಗಳ ನಡುವಿನ ಸಂಘರ್ಷವನ್ನು, ಪ್ರಕಟಿಸುವ ಹಲವು ಒಳ್ಳೆಯ ಧಾರಾವಾಹಿಗಳ ಆಕರ್ಷಣೆ ಹೊಂದಿದ್ದು, ವೀಕ್ಷಕರಲ್ಲಿ ಹೊಸ ನಿರೀಕ್ಷೆ ಮೂಡಿಸಿದೆ. (886, 807, 1112, 847)
lead-paragraph: ಹಸನ ಮಾಡಿಕೊಳ್ಳಿ. ಆತ್ಮ ಎಚ್ಚರವು ಬದುಕು ನಡೆಸಬೇಕಿದೆ ಆತ್ಮಸ್ಥೈರ್ಯ ದಿಂದ ಬದುಕು ಆದರ್ಶನಿಗಳು ನಾಡಿಗೆ ನೀಡಿ ಜನಪರವಾಗಿ ಮಹಿಳೆ ಮಾತ್ರ ಸ್ಥಾನ ಹೋಗಿ ಇಂದು ಎಲ್ಲಿಗೆ ಅವಮಾನ ಮಾಡಬೇಕು ಎಂಬ ಹೋರಾಟ ಮನಸ್ಸು. (297, 336, 563, 376)
reservation-paragraph: ಕಾರ್ಯಕ್ರಮದಲ್ಲಿ ಪ್ರಮುಖರಾದ ಶ್ರೀಧರ, ಬಿ. ಆರ್ ಗಂಗಾಧರ, ಸಂಗಪ್ಪ, ಮಲ್ಲಪ್ಪ, ಪ್ರಕಾಶ, ಬಸವರಾಜ, ಶಿವಕುಮಾರ, ಅಂಜಿನಪ್ಪ, ಹನುಮಂತಪ್ಪ ಸೇರಿದಂತೆ ಹಲವರು ಉಪಸ್ಥಿತರಿದ್ದರು. ಕೊನೆಗೆ ವಂದನಾರ್ಪಣೆ ಸಲ್ಲಿಸಲಾಯಿತು. (886, 1508, 1102, 1562)
byline: ಬದಲಾವಣೆ ಸುದ್ದಿ (20, 989, 83, 1003)
farmers-photo (20, 540, 383, 675)
farmers-paragraph: ಪರಿಶೀಲಿಸಿ ಆದಷ್ಟು ಬರದೇಗಾದ ಪರಿಹಾರದ ಹಣ ರೈತರ ಖಾತೆ ಜಮಾವಣೆಯಾಗಲಿ, ಇಲ್ಲವಾದಲ್ಲಿ ರೈತ ಸಂಘ ಹಸಿರುಸೇನೆ ಪ್ರತಿನಿಧಿಗಳ ಹೋರಾಟ ಅನಿವಾರ್ಯ ಎಂದು ಜಿಲ್ಲಾಧಿಕಾರಿಗಳ ಕಾರಕವಾಸ ಪ್ರತಿಭಟನೆ ಮೂಲಕ ಸರ್ಕಾರಕ್ಕೆ ಒತ್ತಾಯಿಸಿದ್ದಾರೆ. (207, 689, 383, 756)
farmers-paragraph: ಈ ಸಂದರ್ಭದಲ್ಲಿ ಶರಣಪ್ಪ ಹಡಗಲಿ, ಬಸವರಾಜ, ಯಮನಪ್ಪ, ನಾಗರಾಜ, ಶಿವಾಜಿ, ಹುಲುಗಪ್ಪ, ಮಂಜುನಾಥ ಸಾಲೋಣಿ, ಅಂದಪ್ಪ, ಬಸಪ್ಪ, ಚಂದ್ರಪ್ಪ ಗೌಡ, ಬಸವರಾಜ ಸೇರಿದಂತೆ ಹಲವರು ಇದ್ದರು. (207, 819, 383, 872)
